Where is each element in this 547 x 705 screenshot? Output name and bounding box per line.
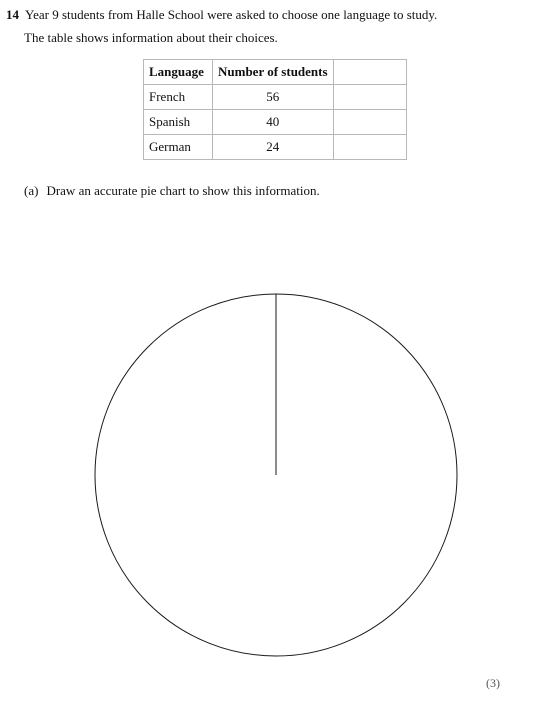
language-cell: German — [144, 135, 213, 160]
header-number-of-students: Number of students — [213, 60, 334, 85]
part-a-label: (a) — [24, 183, 39, 198]
question-number: 14 — [6, 7, 19, 22]
students-cell: 40 — [213, 110, 334, 135]
question-subtext: The table shows information about their choices. — [24, 30, 278, 45]
students-cell: 24 — [213, 135, 334, 160]
language-cell: Spanish — [144, 110, 213, 135]
header-language: Language — [144, 60, 213, 85]
language-cell: French — [144, 85, 213, 110]
marks-label: (3) — [486, 676, 500, 690]
question-text: Year 9 students from Halle School were asked to choose one language to study. — [25, 7, 438, 22]
students-cell: 56 — [213, 85, 334, 110]
part-a-instruction: Draw an accurate pie chart to show this information. — [46, 183, 320, 198]
